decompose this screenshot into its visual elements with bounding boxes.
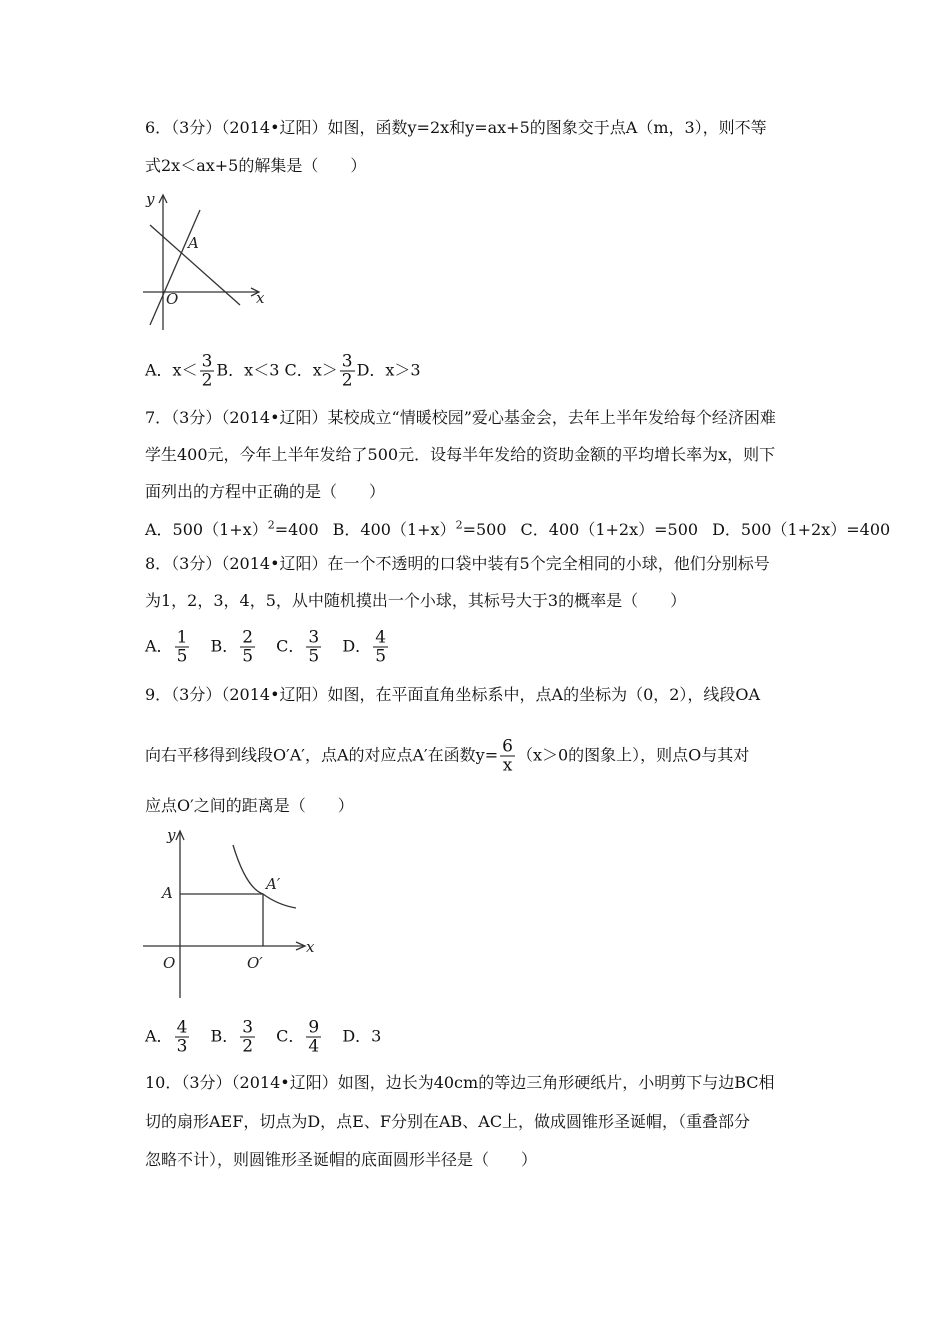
option-text: C． [276,636,305,656]
q9-option-b[interactable] [210,1017,257,1057]
text: 向右平移得到线段O′A′，点A的对应点A′在函数y= [145,745,499,765]
denominator: 2 [201,370,213,391]
q9-options [145,1019,381,1056]
fraction [500,738,515,775]
q10-line-3: 忽略不计），则圆锥形圣诞帽的底面圆形半径是（ ） [145,1150,538,1169]
q6-options [145,353,421,390]
q7-option-c[interactable]: C．400（1+2x）=500 [520,520,699,540]
numerator: 2 [242,627,254,648]
option-text: =400 [274,520,319,540]
numerator: 3 [242,1017,254,1038]
denominator: 4 [308,1036,320,1057]
denominator: 5 [375,646,387,667]
q9-label-a-prime: A′ [266,875,281,893]
q6-line-1: 6．（3分）（2014•辽阳）如图，函数y=2x和y=ax+5的图象交于点A（m，3），则不等 [145,118,767,137]
q9-label-o-prime: O′ [247,954,263,972]
option-text: A． [145,636,173,656]
q8-option-a[interactable] [145,627,191,667]
fraction [175,1019,190,1056]
q9-label-a: A [162,884,173,902]
q9-option-d[interactable]: D．3 [342,1026,382,1046]
hyperbola-curve [233,845,296,908]
option-text: B．400（1+x） [332,520,456,540]
fraction [240,1019,255,1056]
q7-line-3: 面列出的方程中正确的是（ ） [145,482,386,501]
q8-line-2: 为1，2，3，4，5，从中随机摸出一个小球，其标号大于3的概率是（ ） [145,591,687,610]
fraction [340,353,355,390]
numerator: 3 [308,627,320,648]
q8-option-b[interactable] [210,627,257,667]
denominator: x [502,755,513,776]
q6-option-d[interactable]: D．x＞3 [356,360,421,380]
q6-line-2: 式2x＜ax+5的解集是（ ） [145,156,367,175]
q7-line-1: 7．（3分）（2014•辽阳）某校成立“情暖校园”爱心基金会，去年上半年发给每个经济困难 [145,408,776,427]
denominator: 5 [242,646,254,667]
text: （x＞0的图象上），则点O与其对 [516,745,750,765]
numerator: 3 [201,351,213,372]
option-text: A．500（1+x） [145,520,268,540]
q8-option-c[interactable] [276,627,323,667]
q9-option-a[interactable] [145,1017,191,1057]
q8-line-1: 8．（3分）（2014•辽阳）在一个不透明的口袋中装有5个完全相同的小球，他们分别标号 [145,554,770,573]
exponent: 2 [455,518,463,532]
q10-line-1: 10．（3分）（2014•辽阳）如图，边长为40cm的等边三角形硬纸片，小明剪下与边BC相 [145,1073,775,1092]
exponent: 2 [267,518,275,532]
denominator: 2 [242,1036,254,1057]
option-text: A．x＜ [145,360,198,380]
q7-option-d[interactable]: D．500（1+2x）=400 [712,520,891,540]
numerator: 6 [502,736,513,757]
option-text: B．x＜3 C．x＞ [216,360,338,380]
q6-option-a[interactable] [145,351,216,391]
numerator: 3 [341,351,353,372]
q9-label-o: O [163,954,176,972]
denominator: 3 [176,1036,188,1057]
q9-option-c[interactable] [276,1017,323,1057]
q7-options [145,516,890,540]
q7-line-2: 学生400元，今年上半年发给了500元．设每半年发给的资助金额的平均增长率为x，则下 [145,445,776,464]
numerator: 4 [176,1017,188,1038]
q8-option-d[interactable] [342,627,390,667]
option-text: =500 [462,520,507,540]
option-text: B． [210,636,239,656]
fraction [306,629,321,666]
numerator: 1 [176,627,188,648]
denominator: 5 [176,646,188,667]
q6-label-a: A [188,234,199,252]
fraction [200,353,215,390]
option-text: D． [342,636,372,656]
q6-figure [143,195,259,330]
denominator: 2 [341,370,353,391]
q6-label-y: y [146,190,155,208]
q9-line-3: 应点O′之间的距离是（ ） [145,796,354,815]
q9-line-2 [145,738,749,775]
q7-option-a[interactable] [145,520,319,539]
q6-label-x: x [256,289,265,307]
fraction [373,629,388,666]
q9-label-x: x [306,938,315,956]
q6-option-bc[interactable] [216,351,356,391]
denominator: 5 [308,646,320,667]
option-text: A． [145,1026,173,1046]
option-text: C． [276,1026,305,1046]
fraction [306,1019,321,1056]
option-text: B． [210,1026,239,1046]
numerator: 4 [375,627,387,648]
q9-label-y: y [167,826,176,844]
q9-figure [143,831,305,998]
numerator: 9 [308,1017,320,1038]
q9-line-1: 9．（3分）（2014•辽阳）如图，在平面直角坐标系中，点A的坐标为（0，2），线段OA [145,685,761,704]
q7-option-b[interactable] [333,520,507,539]
fraction [175,629,190,666]
q8-options [145,629,404,666]
q6-label-o: O [166,290,179,308]
q10-line-2: 切的扇形AEF，切点为D，点E、F分别在AB、AC上，做成圆锥形圣诞帽，（重叠部分 [145,1112,751,1131]
fraction [240,629,255,666]
